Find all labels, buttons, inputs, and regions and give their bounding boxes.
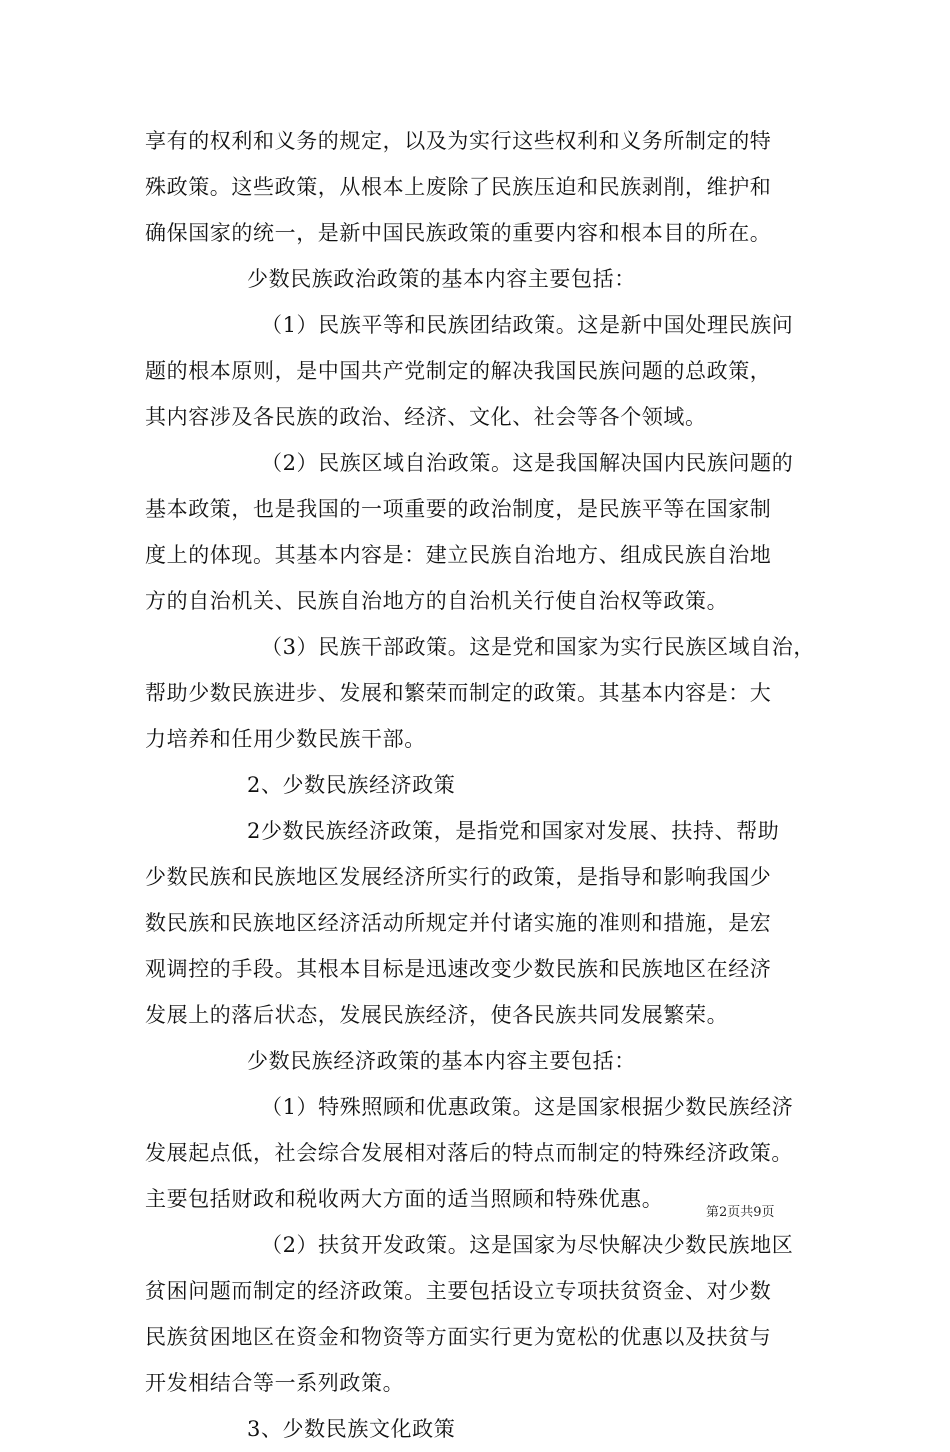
text-line: 2、少数民族经济政策 (247, 773, 456, 797)
text-line: （3）民族干部政策。这是党和国家为实行民族区域自治， (261, 635, 815, 659)
text-line: 度上的体现。其基本内容是：建立民族自治地方、组成民族自治地 (145, 543, 772, 567)
text-line: 其内容涉及各民族的政治、经济、文化、社会等各个领域。 (145, 405, 707, 429)
text-line: 3、少数民族文化政策 (247, 1417, 456, 1441)
text-line: 数民族和民族地区经济活动所规定并付诸实施的准则和措施，是宏 (145, 911, 772, 935)
text-line: 少数民族政治政策的基本内容主要包括： (247, 267, 636, 291)
text-line: （2）民族区域自治政策。这是我国解决国内民族问题的 (261, 451, 794, 475)
page-number-footer: 第2页共9页 (706, 1205, 775, 1220)
text-line: 主要包括财政和税收两大方面的适当照顾和特殊优惠。 (145, 1187, 664, 1211)
text-line: 发展上的落后状态，发展民族经济，使各民族共同发展繁荣。 (145, 1003, 729, 1027)
text-line: （1）特殊照顾和优惠政策。这是国家根据少数民族经济 (261, 1095, 794, 1119)
text-line: 发展起点低，社会综合发展相对落后的特点而制定的特殊经济政策。 (145, 1141, 793, 1165)
text-line: 享有的权利和义务的规定，以及为实行这些权利和义务所制定的特 (145, 129, 772, 153)
text-line: （1）民族平等和民族团结政策。这是新中国处理民族问 (261, 313, 794, 337)
text-line: 力培养和任用少数民族干部。 (145, 727, 426, 751)
text-line: 确保国家的统一，是新中国民族政策的重要内容和根本目的所在。 (145, 221, 772, 245)
text-line: 基本政策，也是我国的一项重要的政治制度，是民族平等在国家制 (145, 497, 772, 521)
text-line: 贫困问题而制定的经济政策。主要包括设立专项扶贫资金、对少数 (145, 1279, 772, 1303)
text-line: 殊政策。这些政策，从根本上废除了民族压迫和民族剥削，维护和 (145, 175, 772, 199)
text-line: 开发相结合等一系列政策。 (145, 1371, 405, 1395)
document-body (145, 118, 835, 1452)
text-line: 观调控的手段。其根本目标是迅速改变少数民族和民族地区在经济 (145, 957, 772, 981)
text-line: 题的根本原则，是中国共产党制定的解决我国民族问题的总政策， (145, 359, 772, 383)
text-line: 少数民族经济政策的基本内容主要包括： (247, 1049, 636, 1073)
text-line: 2少数民族经济政策，是指党和国家对发展、扶持、帮助 (247, 819, 780, 843)
text-line: 民族贫困地区在资金和物资等方面实行更为宽松的优惠以及扶贫与 (145, 1325, 772, 1349)
text-line: 少数民族和民族地区发展经济所实行的政策，是指导和影响我国少 (145, 865, 772, 889)
text-line: 帮助少数民族进步、发展和繁荣而制定的政策。其基本内容是：大 (145, 681, 772, 705)
text-line: 方的自治机关、民族自治地方的自治机关行使自治权等政策。 (145, 589, 729, 613)
text-line: （2）扶贫开发政策。这是国家为尽快解决少数民族地区 (261, 1233, 794, 1257)
